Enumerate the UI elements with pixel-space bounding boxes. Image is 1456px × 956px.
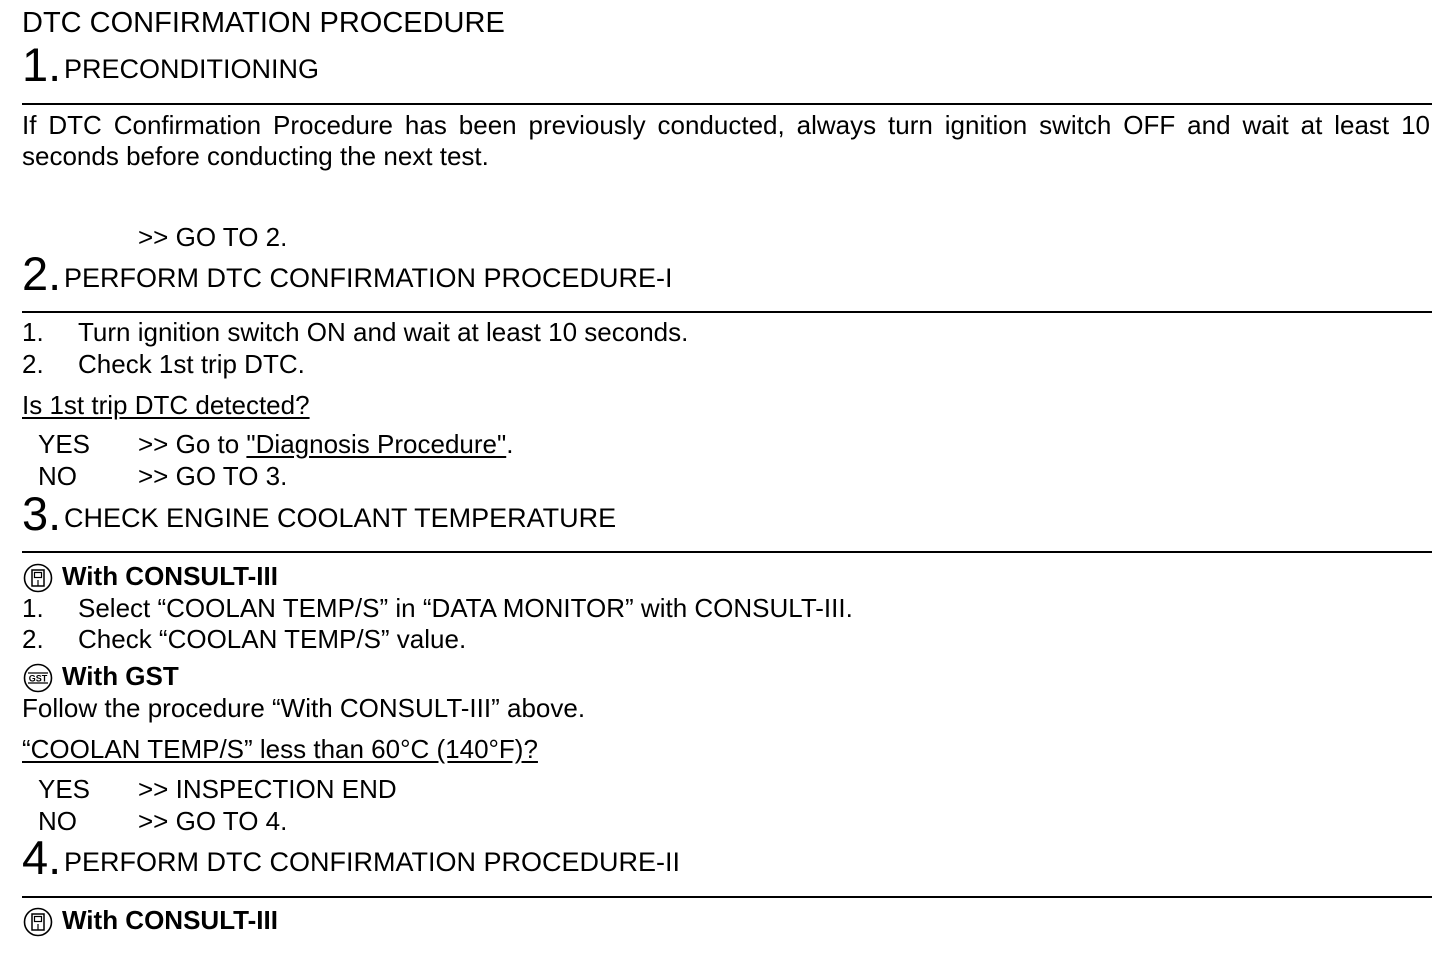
step-3-number: 3. xyxy=(22,487,62,540)
step-3-divider xyxy=(22,551,1432,553)
step-3-title: CHECK ENGINE COOLANT TEMPERATURE xyxy=(64,503,617,533)
step-4-consult-label: With CONSULT-III xyxy=(62,905,278,935)
page-title: DTC CONFIRMATION PROCEDURE xyxy=(22,7,505,39)
step-2-yes-prefix: >> Go to xyxy=(138,429,247,459)
step-2-yes-suffix: . xyxy=(506,429,514,459)
step-2-question: Is 1st trip DTC detected? xyxy=(22,390,310,420)
step-3-item-2-number: 2. xyxy=(22,624,44,654)
step-4-divider xyxy=(22,896,1432,898)
step-3-item-2-text: Check “COOLAN TEMP/S” value. xyxy=(78,624,467,654)
step-3-question: “COOLAN TEMP/S” less than 60°C (140°F)? xyxy=(22,734,538,764)
consult-tool-icon xyxy=(22,906,54,938)
step-3-yes-key: YES xyxy=(38,774,91,804)
step-1-number: 1. xyxy=(22,38,62,91)
diagnosis-procedure-link[interactable]: "Diagnosis Procedure" xyxy=(246,429,507,459)
step-3-item-1-text: Select “COOLAN TEMP/S” in “DATA MONITOR” with CONSULT-III. xyxy=(78,593,853,623)
gst-icon-text: GST xyxy=(28,673,48,684)
consult-tool-icon xyxy=(22,562,54,594)
step-3-no-key: NO xyxy=(38,806,77,836)
step-1-title: PRECONDITIONING xyxy=(64,54,320,84)
step-4-number: 4. xyxy=(22,831,62,884)
step-3-gst-text: Follow the procedure “With CONSULT-III” above. xyxy=(22,693,586,723)
step-3-consult-label: With CONSULT-III xyxy=(62,561,278,591)
step-2-item-2-number: 2. xyxy=(22,349,44,379)
step-2-no-answer: >> GO TO 3. xyxy=(138,461,288,491)
step-2-number: 2. xyxy=(22,247,62,300)
step-1-goto: >> GO TO 2. xyxy=(138,222,288,252)
step-2-item-2-text: Check 1st trip DTC. xyxy=(78,349,305,379)
step-1-body: If DTC Confirmation Procedure has been previously conducted, always turn ignition switch OFF and wait at least 10 seconds before conducting the next test. xyxy=(22,110,1430,171)
gst-tool-icon xyxy=(22,662,54,694)
step-3-gst-label: With GST xyxy=(62,661,179,691)
step-3-no-answer: >> GO TO 4. xyxy=(138,806,288,836)
step-4-title: PERFORM DTC CONFIRMATION PROCEDURE-II xyxy=(64,847,680,877)
step-3-yes-answer: >> INSPECTION END xyxy=(138,774,397,804)
step-2-item-1-number: 1. xyxy=(22,317,44,347)
step-1-divider xyxy=(22,103,1432,105)
step-2-yes-key: YES xyxy=(38,429,91,459)
step-2-yes-answer xyxy=(138,429,513,460)
step-2-item-1-text: Turn ignition switch ON and wait at least 10 seconds. xyxy=(78,317,689,347)
step-3-item-1-number: 1. xyxy=(22,593,44,623)
step-2-title: PERFORM DTC CONFIRMATION PROCEDURE-I xyxy=(64,263,673,293)
step-2-no-key: NO xyxy=(38,461,77,491)
step-2-divider xyxy=(22,311,1432,313)
